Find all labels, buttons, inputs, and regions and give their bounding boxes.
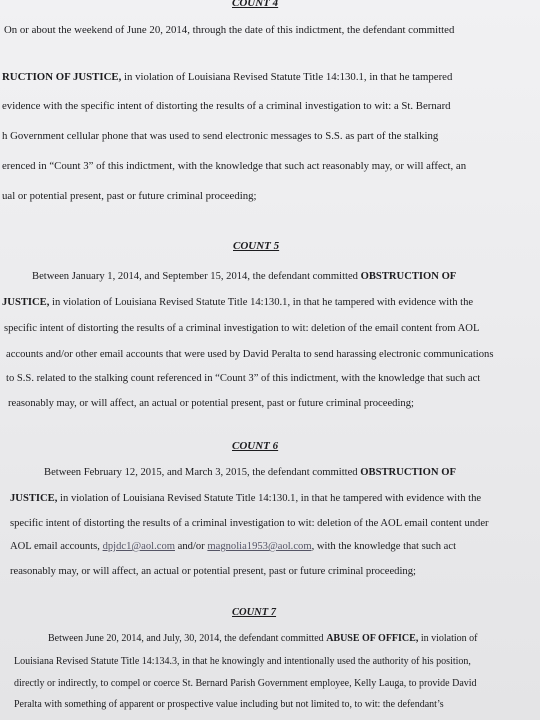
count-4-line-6: ual or potential present, past or future criminal proceeding; (2, 190, 257, 202)
count-6-line-3: specific intent of distorting the results of a criminal investigation to wit: deletion of the AOL email content under (10, 518, 489, 529)
count-4-heading: COUNT 4 (232, 0, 279, 9)
count-7-line-4: Peralta with something of apparent or prospective value including but not limited to, to wit: the defendant’s (14, 699, 444, 710)
count-5-line-6: reasonably may, or will affect, an actual or potential present, past or future criminal proceeding; (8, 398, 414, 409)
count-5-line-2 (2, 296, 473, 309)
count-4-line-4: h Government cellular phone that was used to send electronic messages to S.S. as part of the stalking (2, 130, 439, 142)
count-6-line-5: reasonably may, or will affect, an actual or potential present, past or future criminal proceeding; (10, 566, 416, 577)
offense-name: OBSTRUCTION OF (360, 271, 457, 282)
count-6-line-2 (10, 492, 481, 505)
count-5-line-1 (32, 270, 456, 283)
offense-name: RUCTION OF JUSTICE, (2, 71, 122, 83)
count-4-line-5: erenced in “Count 3” of this indictment, with the knowledge that such act reasonably may, or will affect, an (2, 160, 467, 172)
count-6-line-1 (44, 466, 456, 479)
count-6-line-2-text: in violation of Louisiana Revised Statute Title 14:130.1, in that he tampered with evidence with the (57, 493, 482, 504)
email-address-1: dpjdc1@aol.com (102, 541, 175, 552)
offense-name: OBSTRUCTION OF (360, 467, 456, 478)
count-7-line-1 (48, 632, 478, 645)
count-4-line-3: evidence with the specific intent of distorting the results of a criminal investigation to wit: a St. Bernard (2, 100, 451, 112)
count-4-line-1: On or about the weekend of June 20, 2014, through the date of this indictment, the defendant committed (4, 24, 455, 36)
count-6-heading: COUNT 6 (232, 440, 279, 452)
count-4-line-2-text: in violation of Louisiana Revised Statute Title 14:130.1, in that he tampered (121, 71, 453, 83)
count-6-line-1-text: Between February 12, 2015, and March 3, 2015, the defendant committed (44, 467, 361, 478)
count-7-line-2: Louisiana Revised Statute Title 14:134.3, in that he knowingly and intentionally used the authority of his position, (14, 656, 471, 667)
count-5-line-2-text: in violation of Louisiana Revised Statute Title 14:130.1, in that he tampered with evidence with the (49, 297, 474, 308)
offense-name: ABUSE OF OFFICE, (326, 633, 419, 644)
count-6-line-4-text: AOL email accounts, (10, 541, 103, 552)
count-5-line-3: specific intent of distorting the results of a criminal investigation to wit: deletion of the email content from AOL (4, 323, 480, 334)
count-5-line-4: accounts and/or other email accounts that were used by David Peralta to send harassing electronic communications (6, 349, 494, 360)
count-5-line-1-text: Between January 1, 2014, and September 15, 2014, the defendant committed (32, 271, 361, 282)
count-4-line-2 (2, 71, 452, 84)
offense-name: JUSTICE, (10, 493, 58, 504)
count-6-line-4-text: , with the knowledge that such act (311, 541, 457, 552)
count-5-heading: COUNT 5 (233, 240, 280, 252)
count-7-line-1-text: Between June 20, 2014, and July, 30, 2014, the defendant committed (48, 633, 327, 644)
count-7-line-1-text: in violation of (418, 633, 478, 644)
email-address-2: magnolia1953@aol.com (207, 541, 312, 552)
count-7-heading: COUNT 7 (232, 607, 277, 618)
count-6-line-4 (10, 540, 456, 553)
count-7-line-3: directly or indirectly, to compel or coerce St. Bernard Parish Government employee, Kelly Lauga, to provide David (14, 678, 477, 689)
offense-name: JUSTICE, (2, 297, 50, 308)
count-5-line-5: to S.S. related to the stalking count referenced in “Count 3” of this indictment, with the knowledge that such act (6, 373, 481, 384)
count-6-line-4-text: and/or (175, 541, 208, 552)
